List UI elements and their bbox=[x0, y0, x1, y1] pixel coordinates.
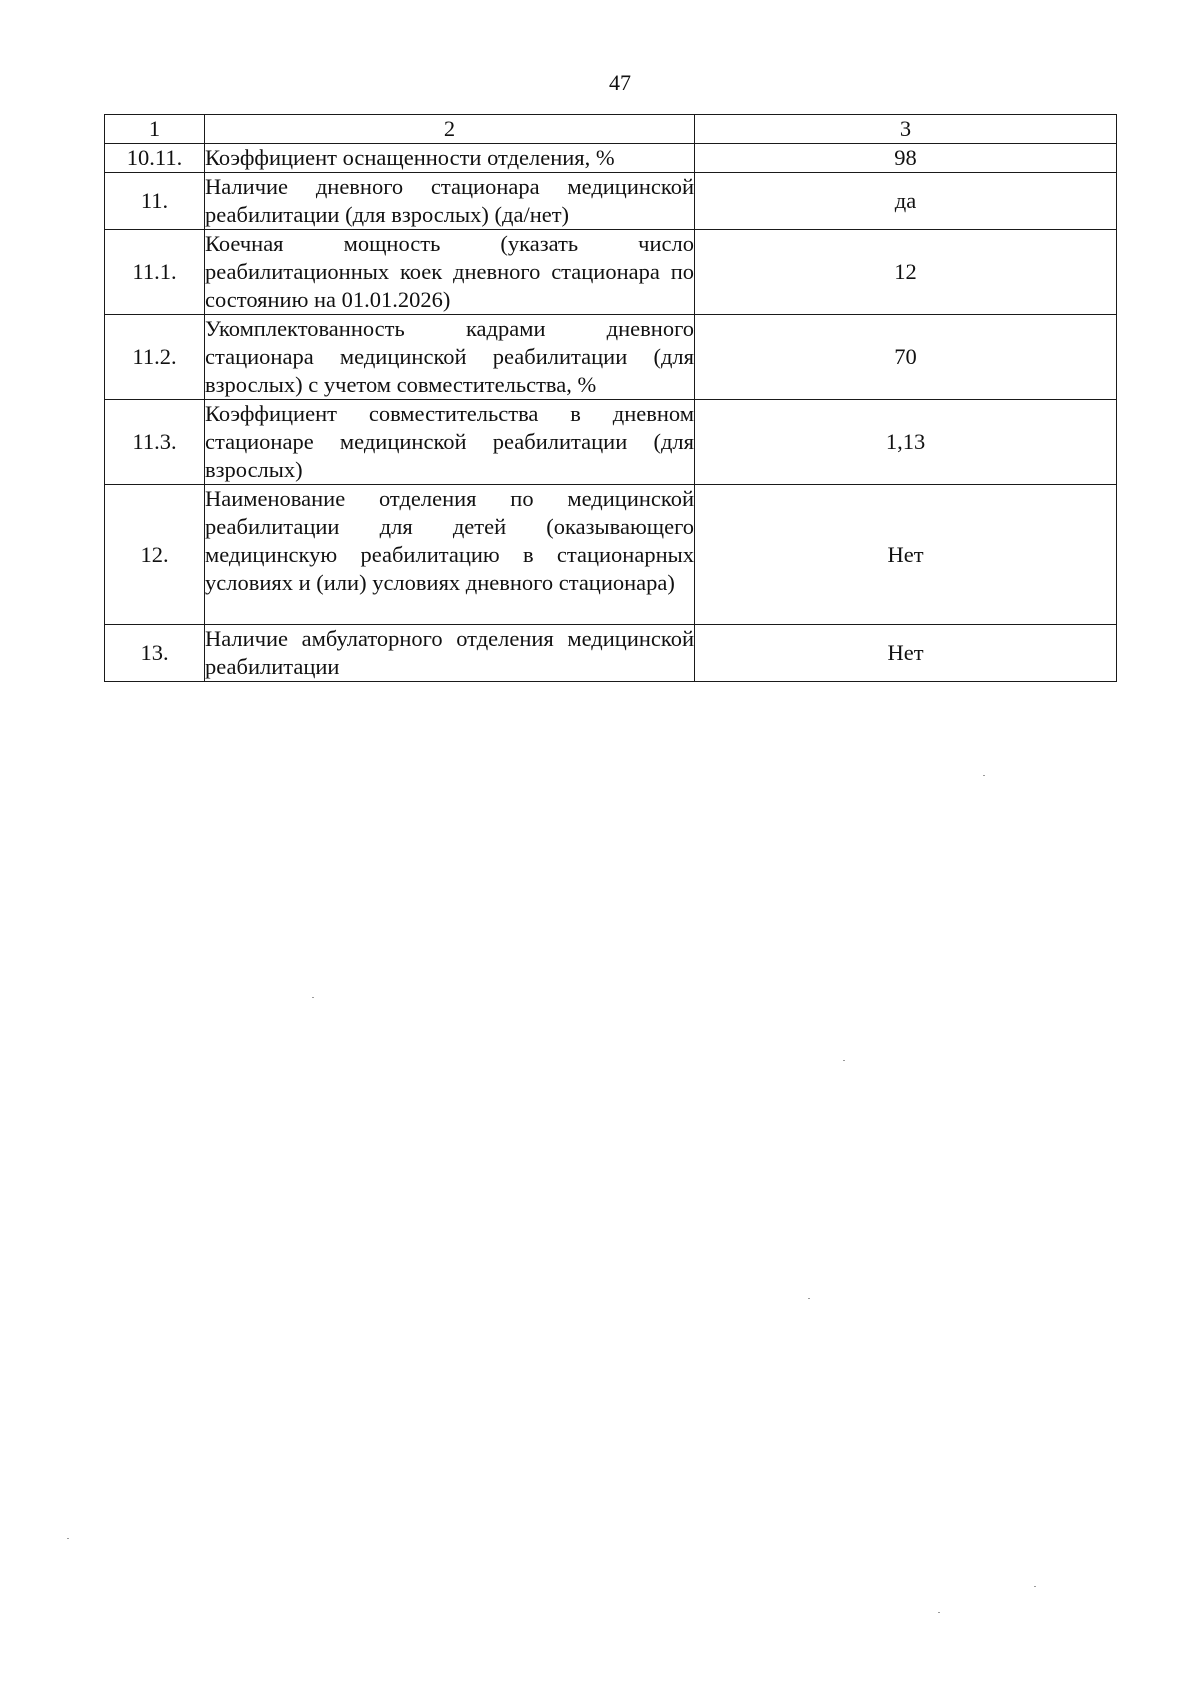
row-value: да bbox=[695, 173, 1117, 230]
scan-speck bbox=[808, 1298, 810, 1299]
scan-speck bbox=[312, 997, 314, 998]
row-value: 70 bbox=[695, 315, 1117, 400]
row-description: Наличие амбулаторного отделения медицинской реабилитации bbox=[205, 625, 695, 682]
row-description: Наличие дневного стационара медицинской реабилитации (для взрослых) (да/нет) bbox=[205, 173, 695, 230]
table-header-row bbox=[105, 115, 1117, 144]
table-row bbox=[105, 625, 1117, 682]
row-number: 11. bbox=[105, 173, 205, 230]
table-row bbox=[105, 400, 1117, 485]
row-number: 12. bbox=[105, 485, 205, 625]
table-row bbox=[105, 144, 1117, 173]
row-number: 11.3. bbox=[105, 400, 205, 485]
scan-speck bbox=[67, 1538, 69, 1539]
row-value: Нет bbox=[695, 625, 1117, 682]
row-value: 12 bbox=[695, 230, 1117, 315]
column-header-2: 2 bbox=[205, 115, 695, 144]
row-description: Коэффициент оснащенности отделения, % bbox=[205, 144, 695, 173]
row-description: Укомплектованность кадрами дневного стационара медицинской реабилитации (для взрослых) с учетом совместительства, % bbox=[205, 315, 695, 400]
row-number: 11.2. bbox=[105, 315, 205, 400]
row-description: Коэффициент совместительства в дневном стационаре медицинской реабилитации (для взрослых) bbox=[205, 400, 695, 485]
table-row bbox=[105, 315, 1117, 400]
column-header-3: 3 bbox=[695, 115, 1117, 144]
data-table bbox=[104, 114, 1117, 682]
row-description: Наименование отделения по медицинской реабилитации для детей (оказывающего медицинскую реабилитацию в стационарных условиях и (или) условиях дневного стационара) bbox=[205, 485, 695, 625]
row-value: 1,13 bbox=[695, 400, 1117, 485]
row-number: 10.11. bbox=[105, 144, 205, 173]
scan-speck bbox=[1034, 1586, 1036, 1587]
column-header-1: 1 bbox=[105, 115, 205, 144]
scan-speck bbox=[843, 1060, 845, 1061]
table-row bbox=[105, 485, 1117, 625]
table-row bbox=[105, 230, 1117, 315]
row-value: 98 bbox=[695, 144, 1117, 173]
row-value: Нет bbox=[695, 485, 1117, 625]
page-number: 47 bbox=[609, 70, 631, 95]
table-row bbox=[105, 173, 1117, 230]
row-number: 13. bbox=[105, 625, 205, 682]
scan-speck bbox=[938, 1612, 940, 1613]
row-number: 11.1. bbox=[105, 230, 205, 315]
scan-speck bbox=[983, 775, 985, 776]
row-description: Коечная мощность (указать число реабилитационных коек дневного стационара по состоянию на 01.01.2026) bbox=[205, 230, 695, 315]
